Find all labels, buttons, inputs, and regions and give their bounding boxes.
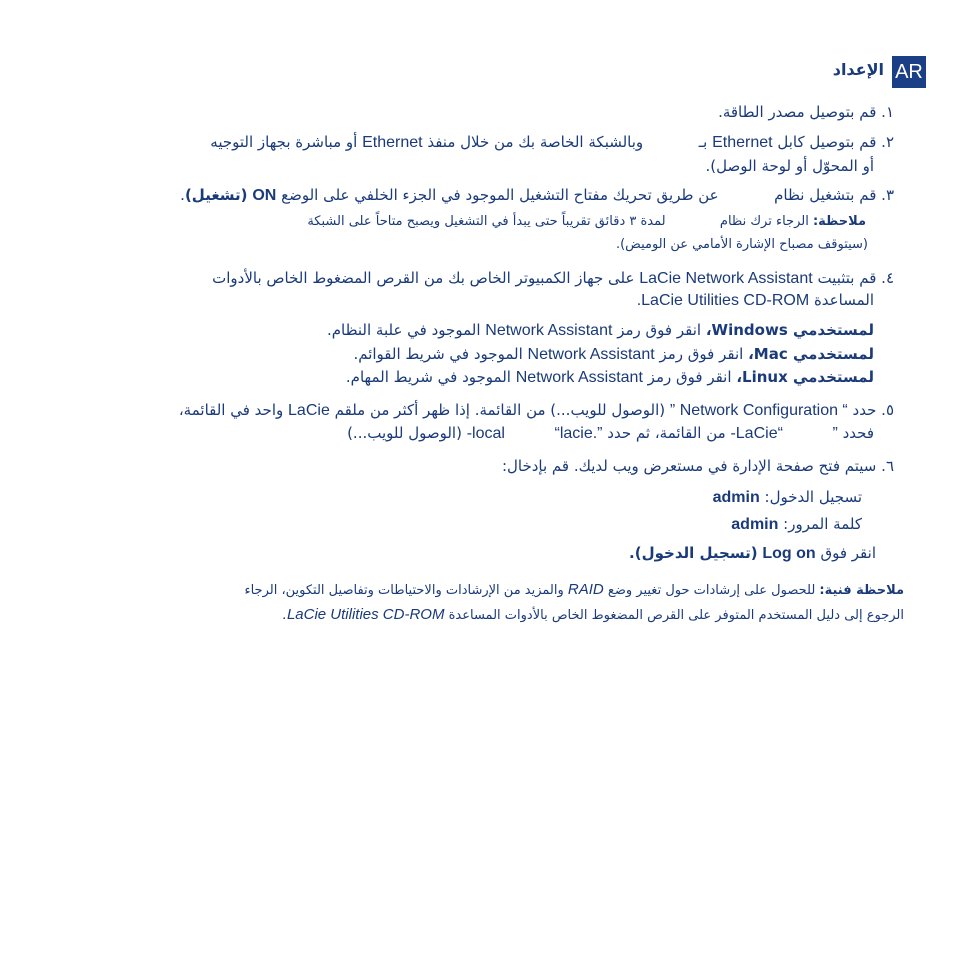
- step-text: (الوصول للويب...): [347, 424, 462, 442]
- app-name: Network Assistant: [485, 322, 613, 339]
- platform-name: لمستخدمي Mac،: [748, 345, 874, 363]
- step-text: من القائمة، ثم حدد: [607, 424, 726, 442]
- step-number: ٤.: [881, 269, 894, 287]
- platform-text: انقر فوق رمز: [659, 345, 744, 363]
- platform-name: لمستخدمي Linux،: [736, 368, 874, 386]
- step-number: ٣.: [881, 186, 894, 204]
- step-text: فحدد: [842, 424, 874, 442]
- step-text: واحد في القائمة،: [178, 401, 284, 419]
- platform-text: الموجود في شريط القوائم.: [353, 345, 523, 363]
- tech-note-label: ملاحظة فنية:: [819, 583, 904, 598]
- lacie-prefix: “lacie-: [466, 425, 593, 442]
- menu-item-network-configuration: “ Network Configuration ”: [669, 402, 848, 419]
- ethernet-label: Ethernet: [362, 134, 423, 151]
- step-number: ١.: [881, 103, 894, 121]
- local-suffix: ”.local: [472, 425, 603, 442]
- step-4-line-2: [637, 290, 874, 311]
- cd-rom-label: LaCie Utilities CD-ROM.: [282, 606, 445, 623]
- step-4-line-1: [212, 268, 894, 289]
- password-value: admin: [731, 516, 779, 533]
- step-text: قم بتوصيل مصدر الطاقة.: [718, 103, 877, 121]
- note-text: الرجاء ترك نظام: [719, 214, 809, 229]
- step-text: قم بتشغيل نظام: [774, 186, 877, 204]
- login-value: admin: [712, 489, 760, 506]
- step-text: عن طريق تحريك مفتاح التشغيل الموجود في الجزء الخلفي على الوضع: [281, 186, 719, 204]
- logon-text: انقر فوق: [820, 544, 876, 562]
- note-label: ملاحظة:: [812, 214, 866, 229]
- platform-name: لمستخدمي Windows،: [705, 321, 874, 339]
- on-label: ON: [252, 187, 277, 204]
- tech-note-text: الرجوع إلى دليل المستخدم المتوفر على القرص المضغوط الخاص بالأدوات المساعدة: [448, 608, 904, 623]
- tech-note-line-2: [283, 605, 904, 626]
- step-text: قم بتثبيت: [817, 269, 877, 287]
- password-label: كلمة المرور:: [783, 515, 862, 533]
- step-2-line-1: [210, 132, 894, 153]
- login-row: [713, 487, 862, 508]
- quote-mark: ”: [832, 425, 838, 442]
- step-text: .: [180, 186, 185, 204]
- step-number: ٥.: [881, 401, 894, 419]
- raid-label: RAID: [567, 581, 604, 598]
- step-5-line-2: [347, 423, 874, 444]
- on-arabic: (تشغيل): [184, 186, 248, 204]
- step-3-note-line-2: [616, 235, 868, 255]
- note-text: لمدة ٣ دقائق تقريباً حتى يبدأ في التشغيل ويصبح متاحاً على الشبكة: [307, 214, 666, 229]
- step-number: ٦.: [881, 457, 894, 475]
- tech-note-text: والمزيد من الإرشادات والاحتياطات وتفاصيل التكوين، الرجاء: [244, 583, 564, 598]
- note-text: (سيتوقف مصباح الإشارة الأمامي عن الوميض).: [615, 237, 868, 252]
- step-text: المساعدة: [813, 291, 874, 309]
- platform-windows: [327, 320, 874, 341]
- platform-text: انقر فوق رمز: [617, 321, 702, 339]
- step-1: [718, 102, 894, 122]
- lacie-label: LaCie: [288, 402, 330, 419]
- app-name: Network Assistant: [515, 369, 643, 386]
- logon-arabic: (تسجيل الدخول).: [629, 544, 758, 562]
- step-6-line-1: [502, 456, 894, 476]
- logon-row: [629, 543, 876, 564]
- section-title: الإعداد: [832, 60, 884, 79]
- step-3: [180, 185, 894, 206]
- app-name: Network Assistant: [527, 346, 655, 363]
- lacie-prefix: “LaCie-: [730, 425, 783, 442]
- language-badge: AR: [892, 56, 926, 88]
- step-text: سيتم فتح صفحة الإدارة في مستعرض ويب لديك. قم بإدخال:: [501, 457, 877, 475]
- step-text: (الوصول للويب...) من القائمة. إذا ظهر أكثر من ملقم: [334, 401, 666, 419]
- password-row: [731, 514, 862, 535]
- logon-button-label: Log on: [762, 545, 816, 562]
- platform-linux: [346, 367, 874, 388]
- step-2-line-2: [706, 156, 874, 176]
- platform-text: الموجود في علبة النظام.: [326, 321, 481, 339]
- cd-rom-label: LaCie Utilities CD-ROM.: [636, 292, 810, 309]
- login-label: تسجيل الدخول:: [764, 488, 862, 506]
- step-text: أو المحوّل أو لوحة الوصل).: [705, 157, 874, 175]
- step-5-line-1: [179, 400, 894, 421]
- step-text: قم بتوصيل كابل: [777, 133, 877, 151]
- platform-text: الموجود في شريط المهام.: [345, 368, 511, 386]
- platform-mac: [353, 344, 874, 365]
- platform-text: انقر فوق رمز: [647, 368, 732, 386]
- step-text: على جهاز الكمبيوتر الخاص بك من القرص المضغوط الخاص بالأدوات: [212, 269, 635, 287]
- app-name: LaCie Network Assistant: [639, 270, 813, 287]
- ethernet-label: Ethernet: [712, 134, 773, 151]
- step-text: حدد: [852, 401, 877, 419]
- tech-note-line-1: [244, 580, 904, 601]
- tech-note-text: للحصول على إرشادات حول تغيير وضع: [607, 583, 816, 598]
- step-text: بـ: [698, 133, 708, 151]
- step-3-note-line-1: [307, 212, 866, 232]
- step-number: ٢.: [881, 133, 894, 151]
- step-text: أو مباشرة بجهاز التوجيه: [210, 133, 358, 151]
- step-text: وبالشبكة الخاصة بك من خلال منفذ: [427, 133, 644, 151]
